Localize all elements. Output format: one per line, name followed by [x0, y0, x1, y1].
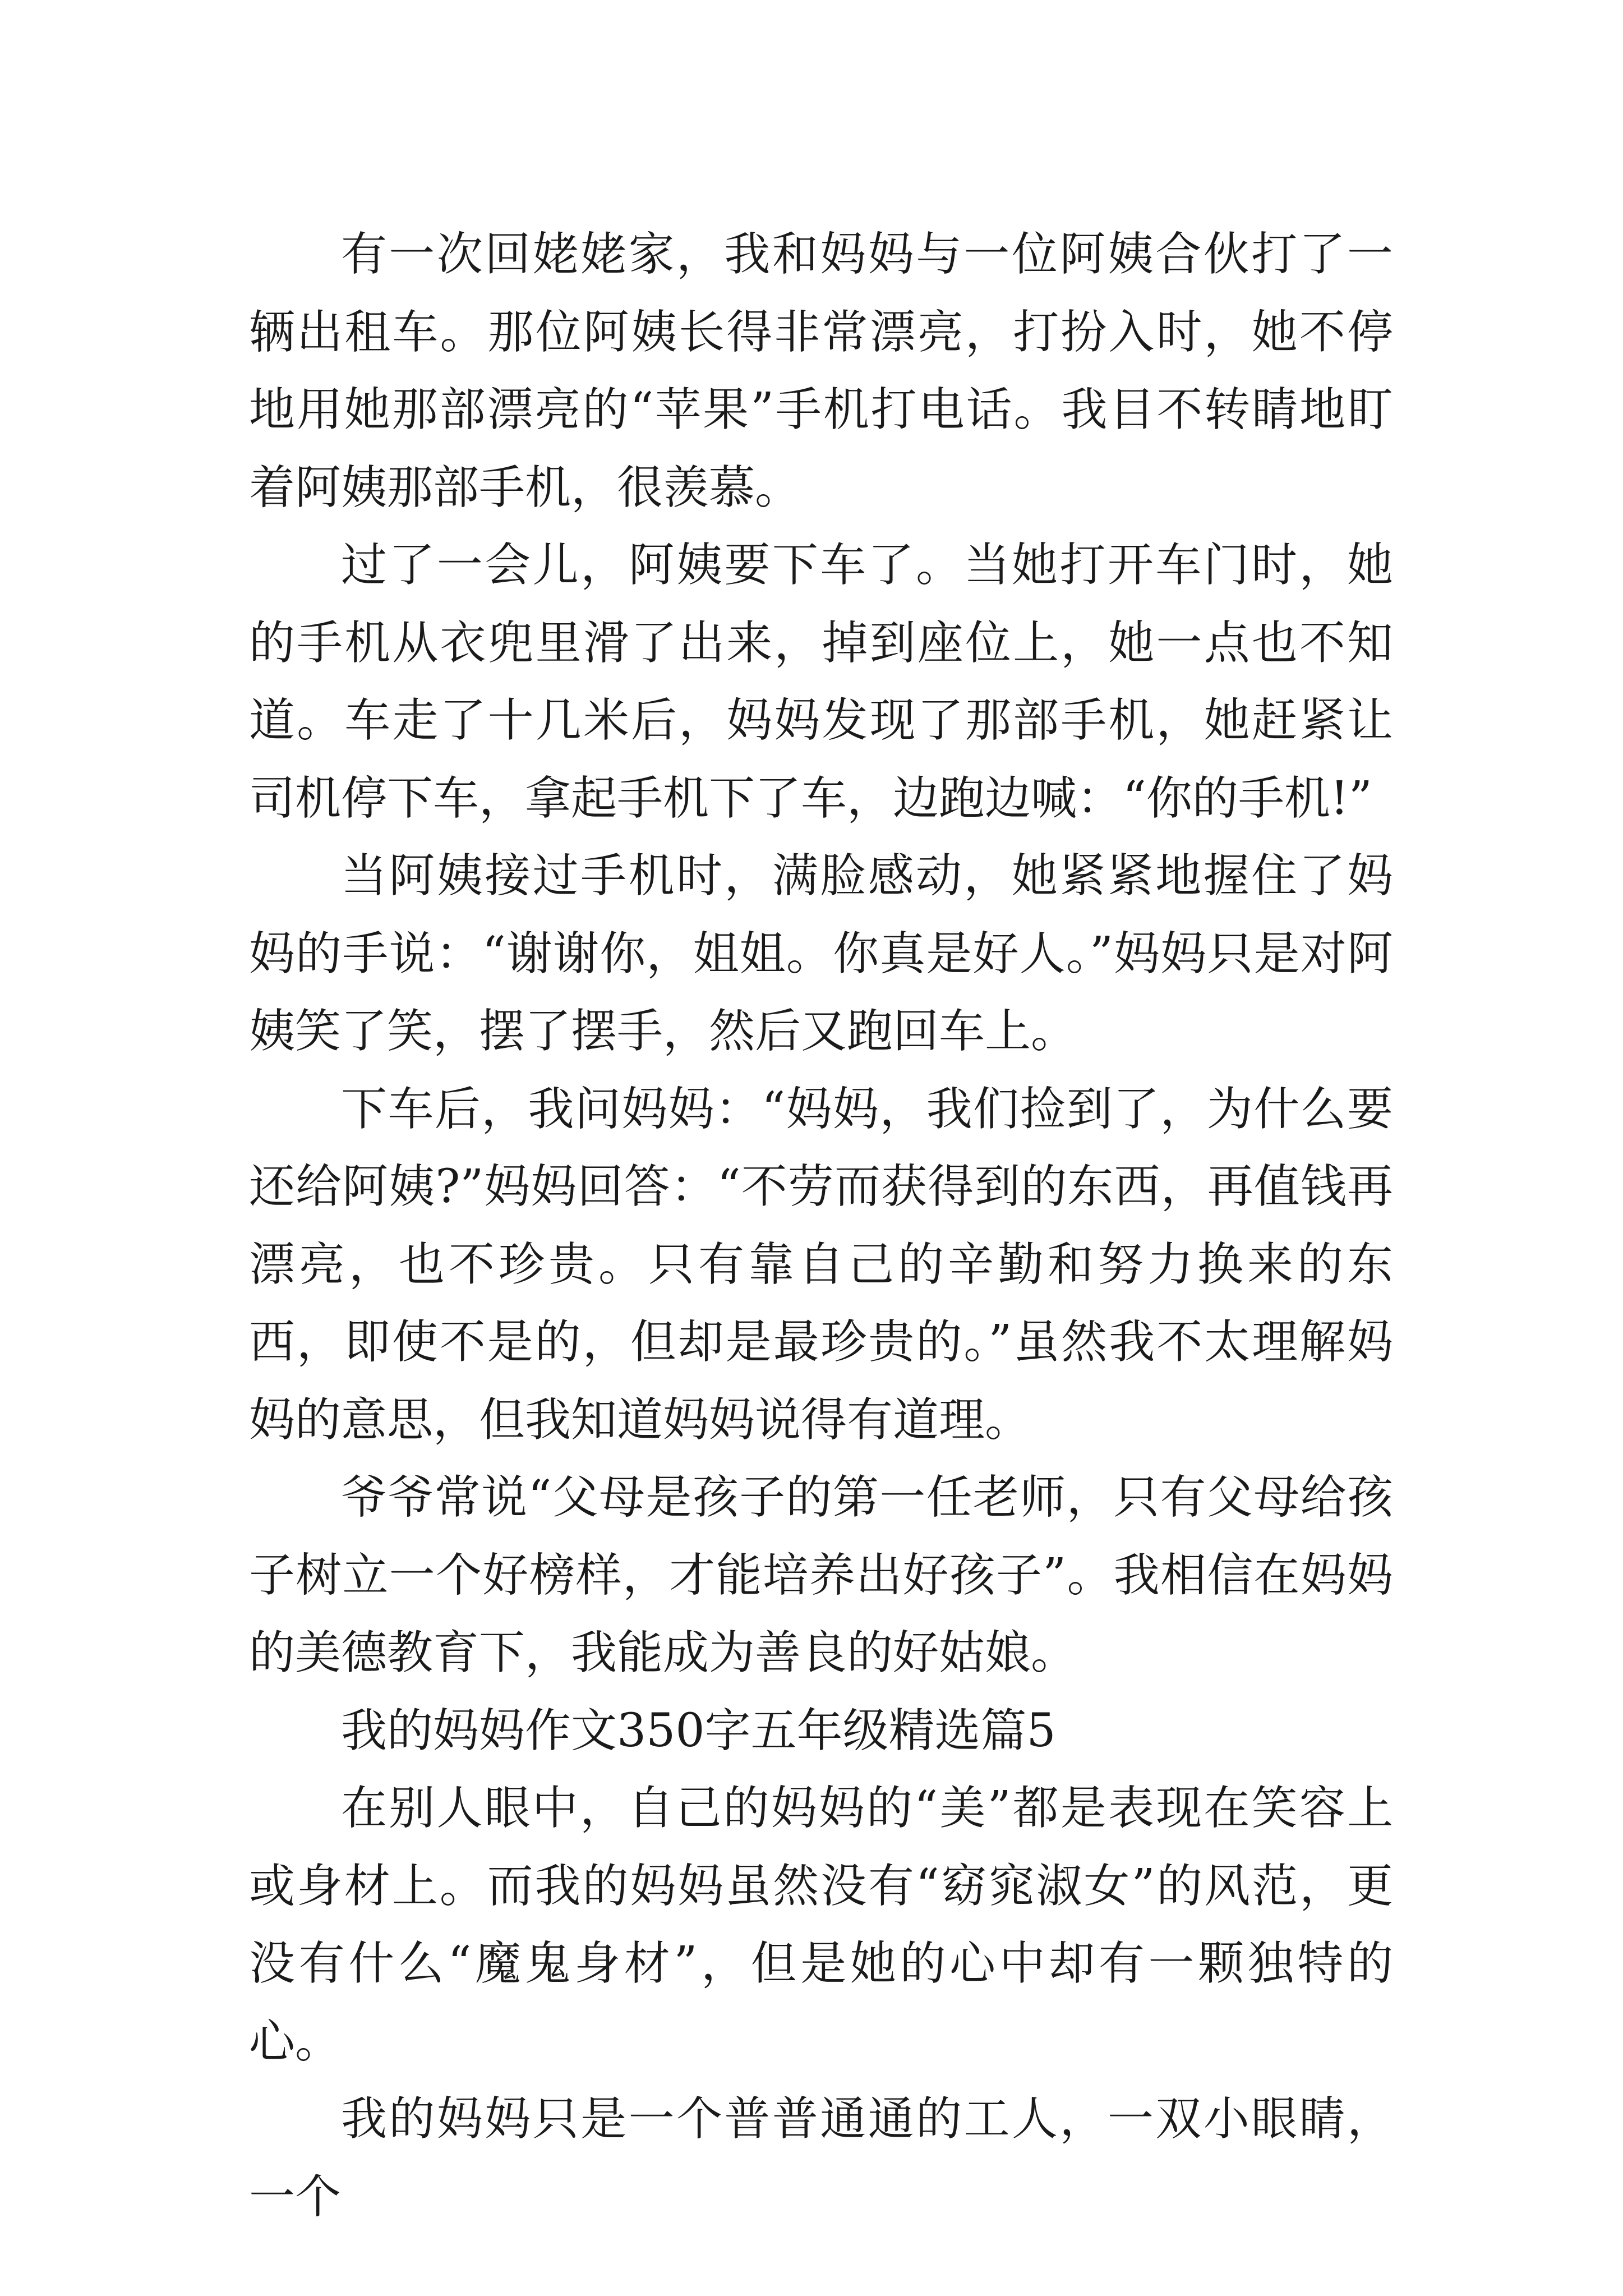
paragraph-2: 过了一会儿，阿姨要下车了。当她打开车门时，她的手机从衣兜里滑了出来，掉到座位上，她一点也不知道。车走了十几米后，妈妈发现了那部手机，她赶紧让司机停下车，拿起手机下了车，边跑边喊：“你的手机!” — [249, 539, 1393, 825]
section-heading: 我的妈妈作文350字五年级精选篇5 — [341, 1704, 1056, 1757]
paragraph-3: 当阿姨接过手机时，满脸感动，她紧紧地握住了妈妈的手说：“谢谢你，姐姐。你真是好人。”妈妈只是对阿姨笑了笑，摆了摆手，然后又跑回车上。 — [249, 849, 1393, 1058]
paragraph-4: 下车后，我问妈妈：“妈妈，我们捡到了，为什么要还给阿姨?”妈妈回答：“不劳而获得到的东西，再值钱再漂亮，也不珍贵。只有靠自己的辛勤和努力换来的东西，即使不是的，但却是最珍贵的。”虽然我不太理解妈妈的意思，但我知道妈妈说得有道理。 — [249, 1082, 1393, 1447]
paragraph-7: 我的妈妈只是一个普普通通的工人，一双小眼睛，一个 — [249, 2092, 1393, 2224]
document-body — [249, 216, 1393, 2236]
paragraph-1: 有一次回姥姥家，我和妈妈与一位阿姨合伙打了一辆出租车。那位阿姨长得非常漂亮，打扮入时，她不停地用她那部漂亮的“苹果”手机打电话。我目不转睛地盯着阿姨那部手机，很羡慕。 — [249, 228, 1393, 514]
paragraph-5: 爷爷常说“父母是孩子的第一任老师，只有父母给孩子树立一个好榜样，才能培养出好孩子”。我相信在妈妈的美德教育下，我能成为善良的好姑娘。 — [249, 1471, 1393, 1680]
paragraph-6: 在别人眼中，自己的妈妈的“美”都是表现在笑容上或身材上。而我的妈妈虽然没有“窈窕淑女”的风范，更没有什么“魔鬼身材”，但是她的心中却有一颗独特的心。 — [249, 1782, 1393, 2068]
